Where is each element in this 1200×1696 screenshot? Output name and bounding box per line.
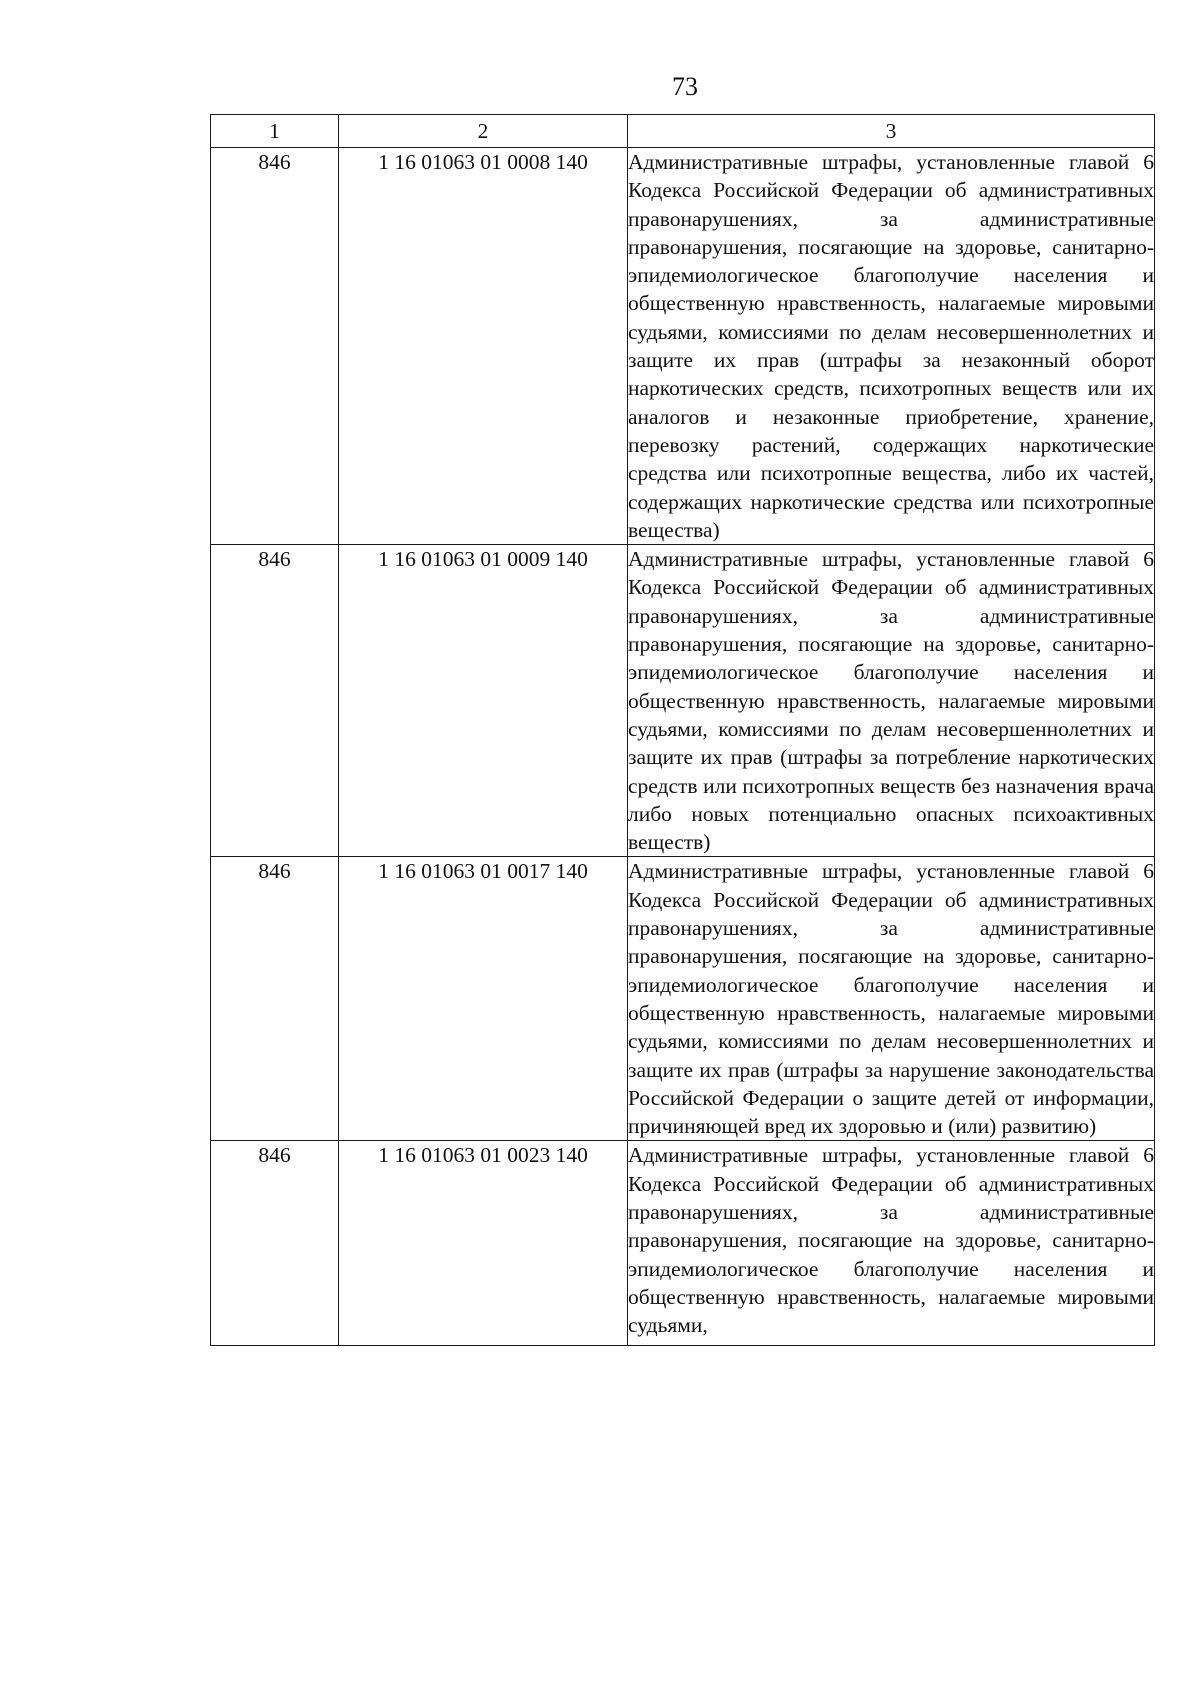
table-header-row — [211, 115, 1155, 148]
table-row — [211, 857, 1155, 1141]
description-cell: Административные штрафы, установленные главой 6 Кодекса Российской Федерации об административных правонарушениях, за административные правонарушения, посягающие на здоровье, санитарно-эпидемиологическое благополучие населения и общественную нравственность, налагаемые мировыми судьями, комиссиями по делам несовершеннолетних и защите их прав (штрафы за нарушение законодательства Российской Федерации о защите детей от информации, причиняющей вред их здоровью и (или) развитию) — [628, 857, 1155, 1141]
revenue-codes-table — [210, 114, 1155, 1346]
admin-code-cell: 846 — [211, 857, 339, 1141]
revenue-code-cell: 1 16 01063 01 0017 140 — [339, 857, 628, 1141]
admin-code-cell: 846 — [211, 148, 339, 545]
description-cell: Административные штрафы, установленные главой 6 Кодекса Российской Федерации об административных правонарушениях, за административные правонарушения, посягающие на здоровье, санитарно-эпидемиологическое благополучие населения и общественную нравственность, налагаемые мировыми судьями, — [628, 1141, 1155, 1346]
column-header-2: 2 — [339, 115, 628, 148]
description-cell: Административные штрафы, установленные главой 6 Кодекса Российской Федерации об административных правонарушениях, за административные правонарушения, посягающие на здоровье, санитарно-эпидемиологическое благополучие населения и общественную нравственность, налагаемые мировыми судьями, комиссиями по делам несовершеннолетних и защите их прав (штрафы за незаконный оборот наркотических средств, психотропных веществ или их аналогов и незаконные приобретение, хранение, перевозку растений, содержащих наркотические средства или психотропные вещества, либо их частей, содержащих наркотические средства или психотропные вещества) — [628, 148, 1155, 545]
page-number: 73 — [672, 72, 698, 101]
table-row — [211, 148, 1155, 545]
revenue-code-cell: 1 16 01063 01 0008 140 — [339, 148, 628, 545]
revenue-code-cell: 1 16 01063 01 0023 140 — [339, 1141, 628, 1346]
description-cell: Административные штрафы, установленные главой 6 Кодекса Российской Федерации об административных правонарушениях, за административные правонарушения, посягающие на здоровье, санитарно-эпидемиологическое благополучие населения и общественную нравственность, налагаемые мировыми судьями, комиссиями по делам несовершеннолетних и защите их прав (штрафы за потребление наркотических средств или психотропных веществ без назначения врача либо новых потенциально опасных психоактивных веществ) — [628, 545, 1155, 857]
table-row — [211, 545, 1155, 857]
admin-code-cell: 846 — [211, 545, 339, 857]
revenue-code-cell: 1 16 01063 01 0009 140 — [339, 545, 628, 857]
table-row — [211, 1141, 1155, 1346]
column-header-3: 3 — [628, 115, 1155, 148]
admin-code-cell: 846 — [211, 1141, 339, 1346]
column-header-1: 1 — [211, 115, 339, 148]
